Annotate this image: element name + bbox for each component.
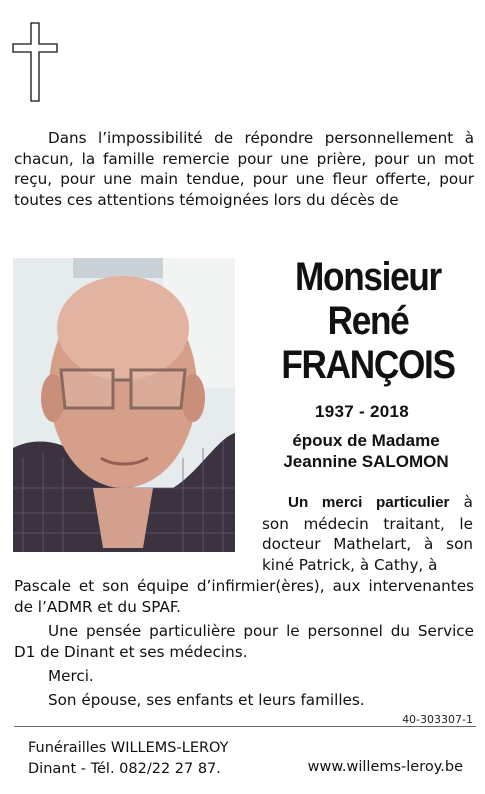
thanks-paragraph [262, 492, 473, 575]
funeral-home-contact: Dinant - Tél. 082/22 27 87. [28, 761, 221, 777]
merci-text: Merci. [48, 667, 94, 685]
signature-text: Son épouse, ses enfants et leurs familles. [48, 691, 365, 709]
divider [14, 726, 476, 727]
website-link[interactable]: www.willems-leroy.be [307, 759, 463, 775]
reference-number: 40-303307-1 [402, 713, 473, 726]
signature-line [14, 690, 474, 711]
cross-icon [12, 22, 58, 102]
last-name: FRANÇOIS [281, 343, 455, 387]
deceased-name-block [262, 255, 474, 387]
deceased-photo [13, 258, 235, 552]
life-years: 1937 - 2018 [314, 402, 410, 421]
pensee-paragraph [14, 621, 474, 662]
thanks-right-text: à son médecin traitant, le docteur Mathelart, à son kiné Patrick, à Cathy, à [262, 493, 473, 574]
spouse-line-2: Jeannine SALOMON [283, 452, 449, 471]
funeral-home-name: Funérailles WILLEMS-LEROY [28, 740, 229, 756]
merci-line [14, 666, 474, 687]
honorific-title: Monsieur [295, 255, 441, 299]
spouse-info [260, 430, 472, 472]
spouse-line-1: époux de Madame [292, 431, 440, 450]
funeral-home-info [28, 738, 229, 780]
pensee-text: Une pensée particulière pour le personnel du Service D1 de Dinant et ses médecins. [14, 622, 474, 661]
first-name: René [327, 299, 409, 343]
intro-paragraph [14, 128, 474, 210]
intro-text: Dans l’impossibilité de répondre personnellement à chacun, la famille remercie pour une prière, pour un mot reçu, pour une main tendue, pour une fleur offerte, pour toutes ces attentions témoignées lors du décès de [14, 129, 474, 209]
thanks-lead: Un merci particulier [288, 494, 450, 511]
thanks-continuation: Pascale et son équipe d’infirmier(ères), aux intervenantes de l’ADMR et du SPAF. [14, 577, 474, 616]
